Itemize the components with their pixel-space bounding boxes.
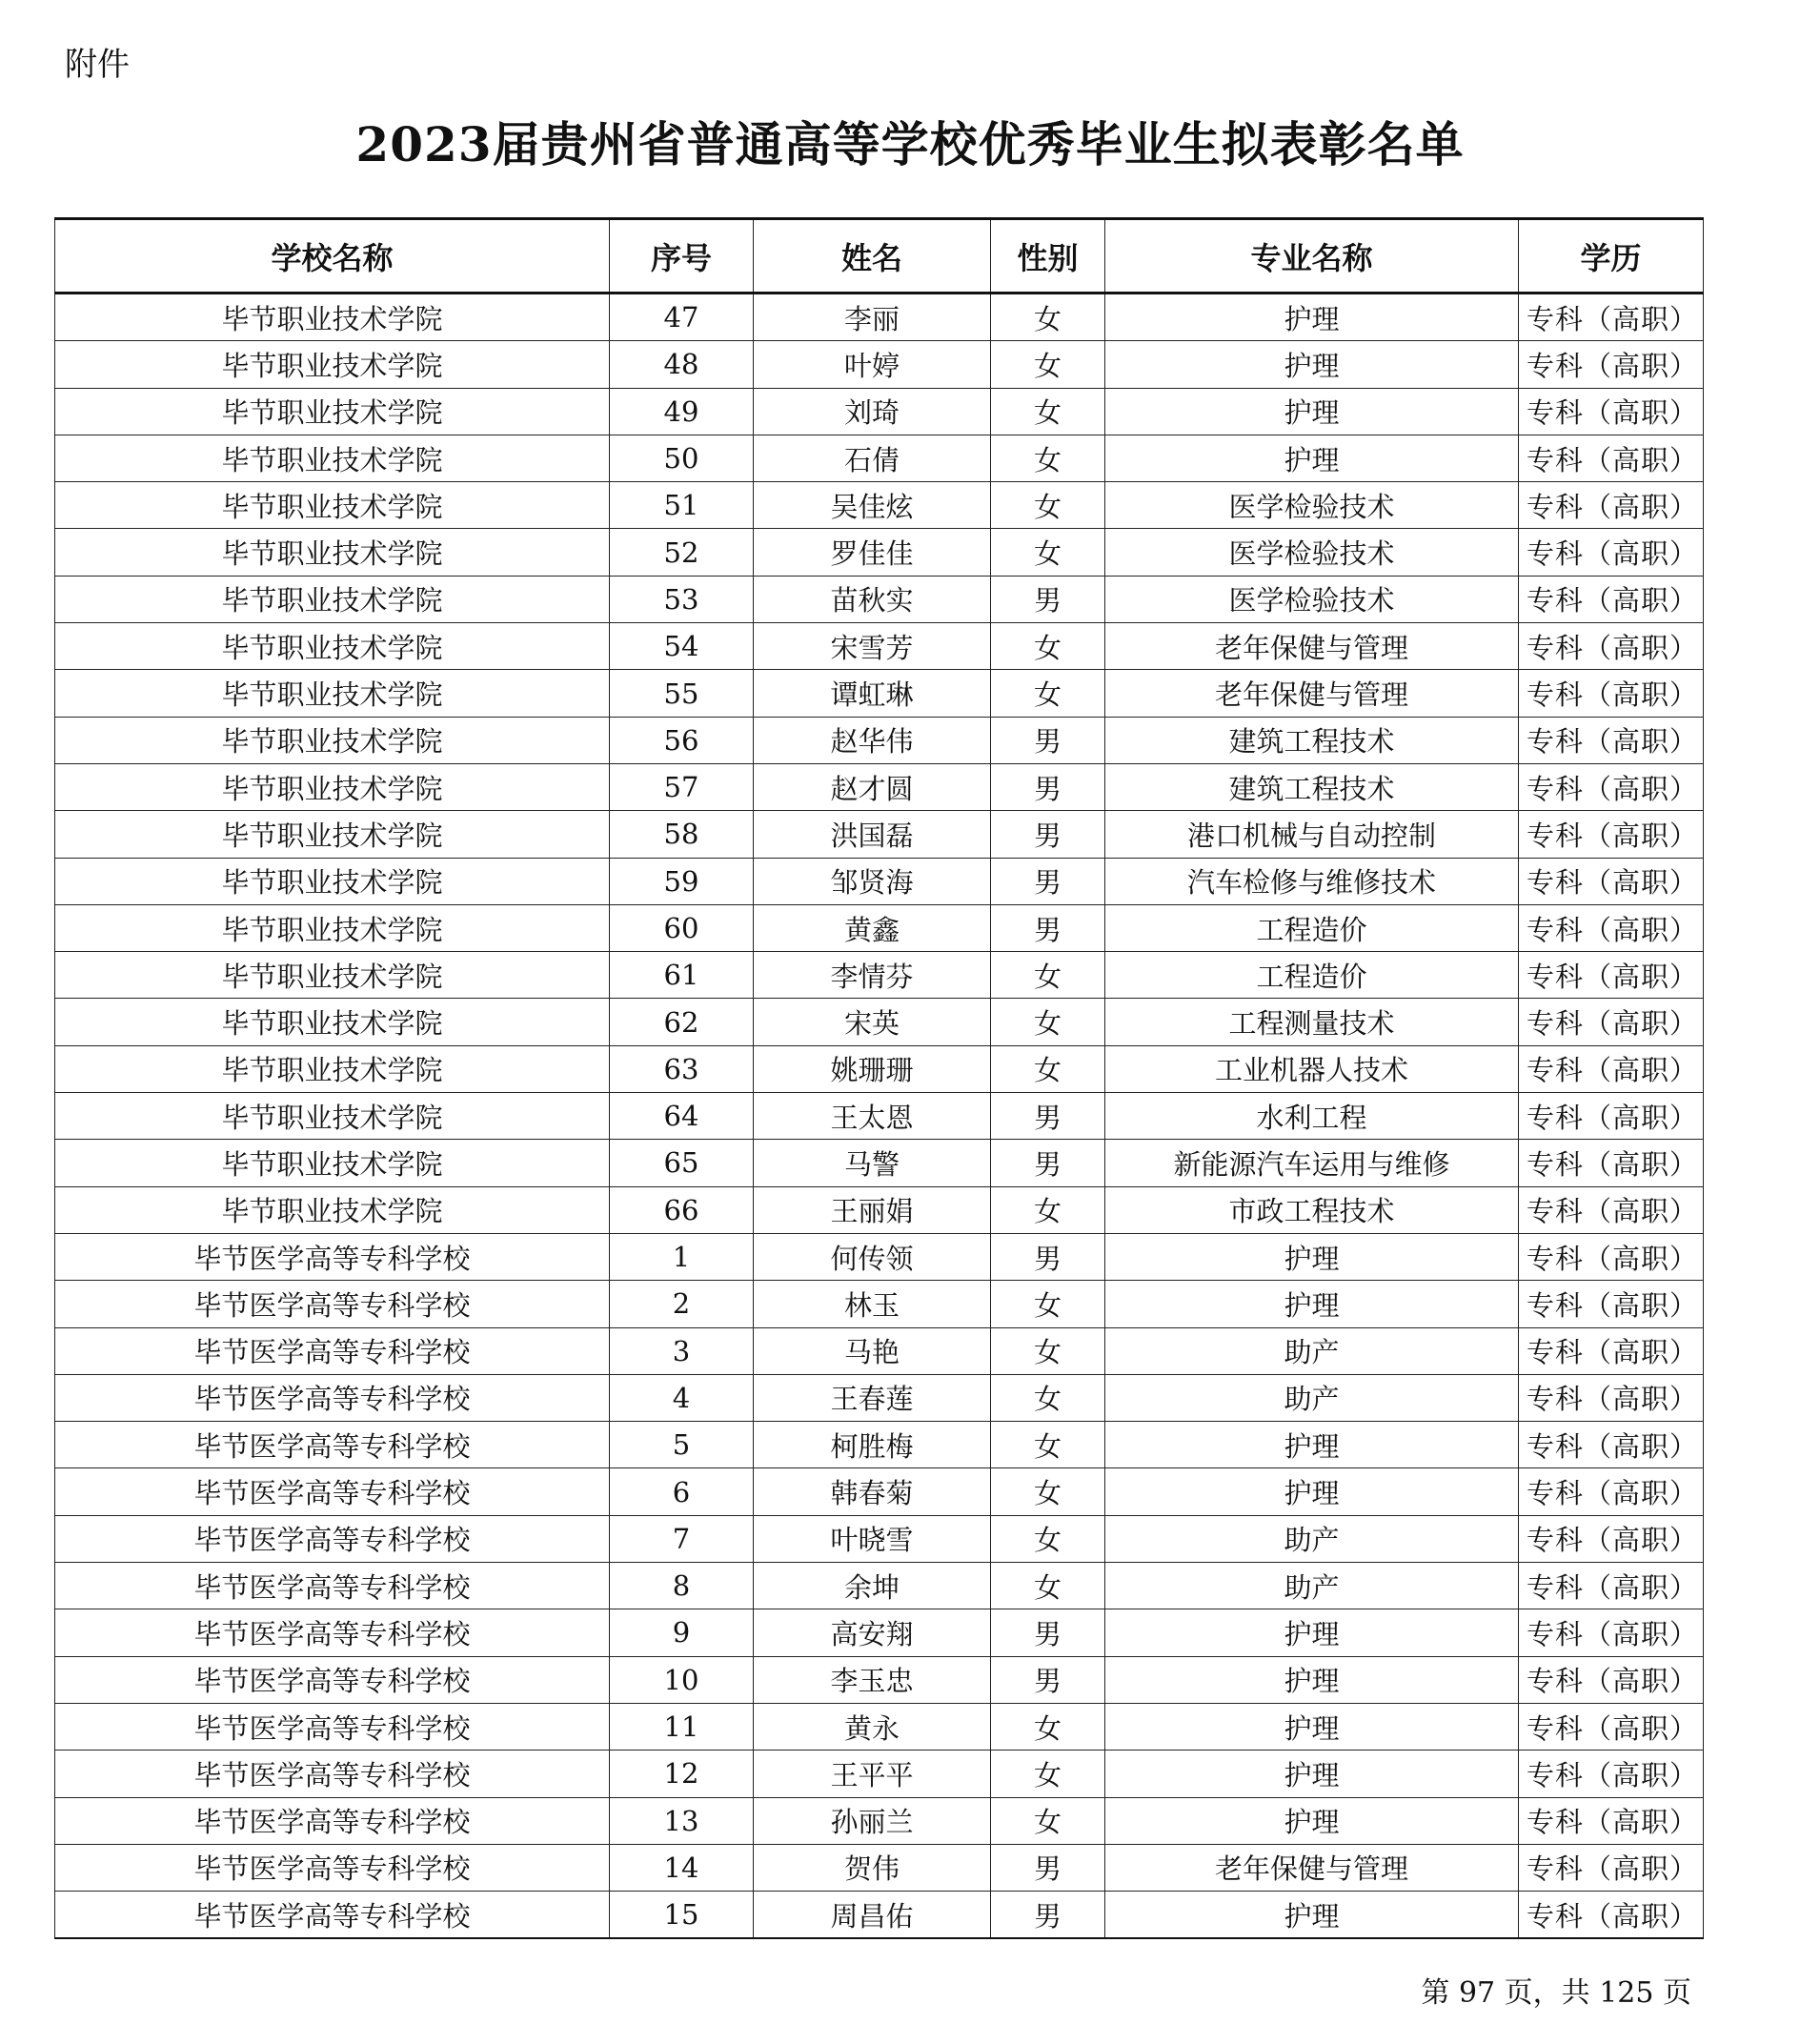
table-row	[55, 1140, 1704, 1186]
name-cell: 赵华伟	[754, 717, 991, 763]
major-cell: 医学检验技术	[1105, 529, 1519, 576]
number-cell: 53	[610, 576, 754, 622]
major-cell: 护理	[1105, 435, 1519, 481]
number-cell: 10	[610, 1656, 754, 1703]
table-row	[55, 293, 1704, 341]
gender-cell: 女	[991, 388, 1105, 435]
school-cell: 毕节医学高等专科学校	[55, 1468, 610, 1515]
name-cell: 余坤	[754, 1563, 991, 1609]
name-cell: 邹贤海	[754, 858, 991, 904]
school-cell: 毕节医学高等专科学校	[55, 1515, 610, 1562]
degree-cell: 专科（高职）	[1519, 904, 1704, 951]
name-cell: 黄鑫	[754, 904, 991, 951]
name-cell: 苗秋实	[754, 576, 991, 622]
name-cell: 赵才圆	[754, 763, 991, 810]
gender-cell: 女	[991, 1374, 1105, 1421]
major-cell: 助产	[1105, 1374, 1519, 1421]
degree-cell: 专科（高职）	[1519, 811, 1704, 858]
major-cell: 护理	[1105, 1609, 1519, 1656]
major-cell: 医学检验技术	[1105, 576, 1519, 622]
honoree-table	[54, 217, 1704, 1939]
number-cell: 9	[610, 1609, 754, 1656]
degree-cell: 专科（高职）	[1519, 1703, 1704, 1750]
table-row	[55, 341, 1704, 388]
name-cell: 韩春菊	[754, 1468, 991, 1515]
number-cell: 62	[610, 999, 754, 1045]
number-cell: 65	[610, 1140, 754, 1186]
number-cell: 58	[610, 811, 754, 858]
school-cell: 毕节职业技术学院	[55, 1186, 610, 1233]
major-cell: 护理	[1105, 341, 1519, 388]
school-cell: 毕节职业技术学院	[55, 388, 610, 435]
school-cell: 毕节医学高等专科学校	[55, 1656, 610, 1703]
gender-cell: 女	[991, 1703, 1105, 1750]
school-cell: 毕节医学高等专科学校	[55, 1563, 610, 1609]
degree-cell: 专科（高职）	[1519, 1563, 1704, 1609]
gender-cell: 女	[991, 435, 1105, 481]
name-cell: 柯胜梅	[754, 1422, 991, 1468]
degree-cell: 专科（高职）	[1519, 1186, 1704, 1233]
degree-cell: 专科（高职）	[1519, 1045, 1704, 1092]
header-major: 专业名称	[1105, 219, 1519, 293]
gender-cell: 男	[991, 763, 1105, 810]
gender-cell: 女	[991, 623, 1105, 670]
degree-cell: 专科（高职）	[1519, 952, 1704, 999]
number-cell: 7	[610, 1515, 754, 1562]
school-cell: 毕节职业技术学院	[55, 1140, 610, 1186]
degree-cell: 专科（高职）	[1519, 1422, 1704, 1468]
school-cell: 毕节职业技术学院	[55, 623, 610, 670]
gender-cell: 男	[991, 904, 1105, 951]
table-row	[55, 1797, 1704, 1844]
school-cell: 毕节职业技术学院	[55, 717, 610, 763]
number-cell: 61	[610, 952, 754, 999]
degree-cell: 专科（高职）	[1519, 717, 1704, 763]
header-number: 序号	[610, 219, 754, 293]
table-row	[55, 1233, 1704, 1280]
degree-cell: 专科（高职）	[1519, 1281, 1704, 1327]
table-row	[55, 1515, 1704, 1562]
gender-cell: 男	[991, 1140, 1105, 1186]
number-cell: 55	[610, 670, 754, 717]
number-cell: 64	[610, 1093, 754, 1140]
school-cell: 毕节医学高等专科学校	[55, 1281, 610, 1327]
header-degree: 学历	[1519, 219, 1704, 293]
degree-cell: 专科（高职）	[1519, 1515, 1704, 1562]
name-cell: 高安翔	[754, 1609, 991, 1656]
gender-cell: 女	[991, 482, 1105, 529]
degree-cell: 专科（高职）	[1519, 576, 1704, 622]
table-row	[55, 1045, 1704, 1092]
name-cell: 马艳	[754, 1327, 991, 1374]
name-cell: 姚珊珊	[754, 1045, 991, 1092]
table-row	[55, 1609, 1704, 1656]
degree-cell: 专科（高职）	[1519, 1656, 1704, 1703]
degree-cell: 专科（高职）	[1519, 388, 1704, 435]
school-cell: 毕节医学高等专科学校	[55, 1374, 610, 1421]
table-row	[55, 999, 1704, 1045]
school-cell: 毕节医学高等专科学校	[55, 1609, 610, 1656]
number-cell: 4	[610, 1374, 754, 1421]
header-gender: 性别	[991, 219, 1105, 293]
table-body	[55, 293, 1704, 1939]
major-cell: 护理	[1105, 1703, 1519, 1750]
number-cell: 13	[610, 1797, 754, 1844]
number-cell: 52	[610, 529, 754, 576]
name-cell: 王平平	[754, 1751, 991, 1797]
school-cell: 毕节职业技术学院	[55, 670, 610, 717]
number-cell: 3	[610, 1327, 754, 1374]
name-cell: 吴佳炫	[754, 482, 991, 529]
gender-cell: 女	[991, 670, 1105, 717]
major-cell: 汽车检修与维修技术	[1105, 858, 1519, 904]
gender-cell: 女	[991, 1327, 1105, 1374]
name-cell: 宋雪芳	[754, 623, 991, 670]
gender-cell: 男	[991, 717, 1105, 763]
major-cell: 护理	[1105, 1468, 1519, 1515]
major-cell: 建筑工程技术	[1105, 763, 1519, 810]
table-row	[55, 858, 1704, 904]
table-row	[55, 1422, 1704, 1468]
school-cell: 毕节医学高等专科学校	[55, 1422, 610, 1468]
school-cell: 毕节职业技术学院	[55, 763, 610, 810]
degree-cell: 专科（高职）	[1519, 435, 1704, 481]
name-cell: 罗佳佳	[754, 529, 991, 576]
major-cell: 工程造价	[1105, 952, 1519, 999]
gender-cell: 男	[991, 811, 1105, 858]
number-cell: 66	[610, 1186, 754, 1233]
table-row	[55, 1703, 1704, 1750]
table-row	[55, 1186, 1704, 1233]
name-cell: 贺伟	[754, 1844, 991, 1891]
number-cell: 50	[610, 435, 754, 481]
number-cell: 47	[610, 293, 754, 341]
school-cell: 毕节职业技术学院	[55, 904, 610, 951]
major-cell: 水利工程	[1105, 1093, 1519, 1140]
major-cell: 护理	[1105, 1892, 1519, 1939]
gender-cell: 女	[991, 1515, 1105, 1562]
school-cell: 毕节职业技术学院	[55, 435, 610, 481]
gender-cell: 女	[991, 1751, 1105, 1797]
number-cell: 48	[610, 341, 754, 388]
table-row	[55, 482, 1704, 529]
name-cell: 李情芬	[754, 952, 991, 999]
gender-cell: 女	[991, 952, 1105, 999]
school-cell: 毕节职业技术学院	[55, 1045, 610, 1092]
degree-cell: 专科（高职）	[1519, 1327, 1704, 1374]
number-cell: 49	[610, 388, 754, 435]
name-cell: 叶晓雪	[754, 1515, 991, 1562]
table-row	[55, 1563, 1704, 1609]
gender-cell: 女	[991, 529, 1105, 576]
gender-cell: 男	[991, 1844, 1105, 1891]
school-cell: 毕节职业技术学院	[55, 293, 610, 341]
major-cell: 建筑工程技术	[1105, 717, 1519, 763]
major-cell: 护理	[1105, 1656, 1519, 1703]
number-cell: 56	[610, 717, 754, 763]
table-row	[55, 1656, 1704, 1703]
number-cell: 6	[610, 1468, 754, 1515]
school-cell: 毕节职业技术学院	[55, 341, 610, 388]
name-cell: 石倩	[754, 435, 991, 481]
gender-cell: 女	[991, 1186, 1105, 1233]
school-cell: 毕节医学高等专科学校	[55, 1751, 610, 1797]
table-row	[55, 1468, 1704, 1515]
number-cell: 54	[610, 623, 754, 670]
major-cell: 助产	[1105, 1515, 1519, 1562]
school-cell: 毕节职业技术学院	[55, 952, 610, 999]
school-cell: 毕节医学高等专科学校	[55, 1233, 610, 1280]
school-cell: 毕节医学高等专科学校	[55, 1797, 610, 1844]
major-cell: 老年保健与管理	[1105, 670, 1519, 717]
table-row	[55, 1327, 1704, 1374]
gender-cell: 女	[991, 1468, 1105, 1515]
major-cell: 护理	[1105, 1422, 1519, 1468]
table-row	[55, 717, 1704, 763]
name-cell: 林玉	[754, 1281, 991, 1327]
major-cell: 护理	[1105, 1281, 1519, 1327]
gender-cell: 男	[991, 1233, 1105, 1280]
major-cell: 老年保健与管理	[1105, 623, 1519, 670]
major-cell: 老年保健与管理	[1105, 1844, 1519, 1891]
major-cell: 工业机器人技术	[1105, 1045, 1519, 1092]
table-header-row	[55, 219, 1704, 293]
gender-cell: 男	[991, 1609, 1105, 1656]
header-name: 姓名	[754, 219, 991, 293]
name-cell: 黄永	[754, 1703, 991, 1750]
major-cell: 护理	[1105, 1233, 1519, 1280]
gender-cell: 男	[991, 1093, 1105, 1140]
degree-cell: 专科（高职）	[1519, 1140, 1704, 1186]
school-cell: 毕节职业技术学院	[55, 529, 610, 576]
degree-cell: 专科（高职）	[1519, 670, 1704, 717]
degree-cell: 专科（高职）	[1519, 1609, 1704, 1656]
school-cell: 毕节职业技术学院	[55, 811, 610, 858]
table-row	[55, 1892, 1704, 1939]
name-cell: 李丽	[754, 293, 991, 341]
school-cell: 毕节职业技术学院	[55, 576, 610, 622]
major-cell: 护理	[1105, 293, 1519, 341]
degree-cell: 专科（高职）	[1519, 1374, 1704, 1421]
table-row	[55, 670, 1704, 717]
major-cell: 工程造价	[1105, 904, 1519, 951]
degree-cell: 专科（高职）	[1519, 1844, 1704, 1891]
table-row	[55, 763, 1704, 810]
number-cell: 59	[610, 858, 754, 904]
number-cell: 1	[610, 1233, 754, 1280]
name-cell: 王太恩	[754, 1093, 991, 1140]
gender-cell: 女	[991, 293, 1105, 341]
major-cell: 护理	[1105, 1797, 1519, 1844]
degree-cell: 专科（高职）	[1519, 482, 1704, 529]
school-cell: 毕节职业技术学院	[55, 1093, 610, 1140]
major-cell: 医学检验技术	[1105, 482, 1519, 529]
gender-cell: 男	[991, 576, 1105, 622]
table-row	[55, 1281, 1704, 1327]
degree-cell: 专科（高职）	[1519, 1751, 1704, 1797]
table-row	[55, 904, 1704, 951]
degree-cell: 专科（高职）	[1519, 293, 1704, 341]
table-row	[55, 952, 1704, 999]
school-cell: 毕节职业技术学院	[55, 482, 610, 529]
gender-cell: 男	[991, 1892, 1105, 1939]
number-cell: 5	[610, 1422, 754, 1468]
gender-cell: 男	[991, 858, 1105, 904]
degree-cell: 专科（高职）	[1519, 1233, 1704, 1280]
degree-cell: 专科（高职）	[1519, 529, 1704, 576]
table-row	[55, 811, 1704, 858]
major-cell: 助产	[1105, 1563, 1519, 1609]
gender-cell: 男	[991, 1656, 1105, 1703]
gender-cell: 女	[991, 1563, 1105, 1609]
table-row	[55, 1844, 1704, 1891]
gender-cell: 女	[991, 1281, 1105, 1327]
table-row	[55, 623, 1704, 670]
number-cell: 57	[610, 763, 754, 810]
table-row	[55, 1093, 1704, 1140]
header-school: 学校名称	[55, 219, 610, 293]
number-cell: 2	[610, 1281, 754, 1327]
degree-cell: 专科（高职）	[1519, 1468, 1704, 1515]
name-cell: 周昌佑	[754, 1892, 991, 1939]
table-row	[55, 1374, 1704, 1421]
name-cell: 王丽娟	[754, 1186, 991, 1233]
name-cell: 洪国磊	[754, 811, 991, 858]
table-row	[55, 388, 1704, 435]
number-cell: 11	[610, 1703, 754, 1750]
school-cell: 毕节职业技术学院	[55, 858, 610, 904]
major-cell: 市政工程技术	[1105, 1186, 1519, 1233]
page-title: 2023届贵州省普通高等学校优秀毕业生拟表彰名单	[355, 116, 1465, 172]
table-row	[55, 435, 1704, 481]
major-cell: 港口机械与自动控制	[1105, 811, 1519, 858]
name-cell: 王春莲	[754, 1374, 991, 1421]
major-cell: 护理	[1105, 1751, 1519, 1797]
table-row	[55, 1751, 1704, 1797]
school-cell: 毕节医学高等专科学校	[55, 1844, 610, 1891]
name-cell: 宋英	[754, 999, 991, 1045]
table-row	[55, 529, 1704, 576]
number-cell: 60	[610, 904, 754, 951]
name-cell: 马警	[754, 1140, 991, 1186]
school-cell: 毕节医学高等专科学校	[55, 1892, 610, 1939]
degree-cell: 专科（高职）	[1519, 858, 1704, 904]
gender-cell: 女	[991, 1045, 1105, 1092]
degree-cell: 专科（高职）	[1519, 763, 1704, 810]
gender-cell: 女	[991, 1422, 1105, 1468]
major-cell: 护理	[1105, 388, 1519, 435]
gender-cell: 女	[991, 341, 1105, 388]
number-cell: 63	[610, 1045, 754, 1092]
table-row	[55, 576, 1704, 622]
name-cell: 刘琦	[754, 388, 991, 435]
major-cell: 工程测量技术	[1105, 999, 1519, 1045]
name-cell: 孙丽兰	[754, 1797, 991, 1844]
major-cell: 新能源汽车运用与维修	[1105, 1140, 1519, 1186]
degree-cell: 专科（高职）	[1519, 1093, 1704, 1140]
degree-cell: 专科（高职）	[1519, 999, 1704, 1045]
number-cell: 15	[610, 1892, 754, 1939]
name-cell: 叶婷	[754, 341, 991, 388]
gender-cell: 女	[991, 1797, 1105, 1844]
school-cell: 毕节职业技术学院	[55, 999, 610, 1045]
school-cell: 毕节医学高等专科学校	[55, 1703, 610, 1750]
degree-cell: 专科（高职）	[1519, 623, 1704, 670]
degree-cell: 专科（高职）	[1519, 341, 1704, 388]
attachment-label: 附件	[65, 46, 130, 84]
name-cell: 何传领	[754, 1233, 991, 1280]
number-cell: 14	[610, 1844, 754, 1891]
name-cell: 李玉忠	[754, 1656, 991, 1703]
number-cell: 12	[610, 1751, 754, 1797]
major-cell: 助产	[1105, 1327, 1519, 1374]
number-cell: 8	[610, 1563, 754, 1609]
degree-cell: 专科（高职）	[1519, 1892, 1704, 1939]
degree-cell: 专科（高职）	[1519, 1797, 1704, 1844]
school-cell: 毕节医学高等专科学校	[55, 1327, 610, 1374]
page-number: 第 97 页，共 125 页	[1421, 1976, 1691, 2010]
number-cell: 51	[610, 482, 754, 529]
gender-cell: 女	[991, 999, 1105, 1045]
name-cell: 谭虹琳	[754, 670, 991, 717]
